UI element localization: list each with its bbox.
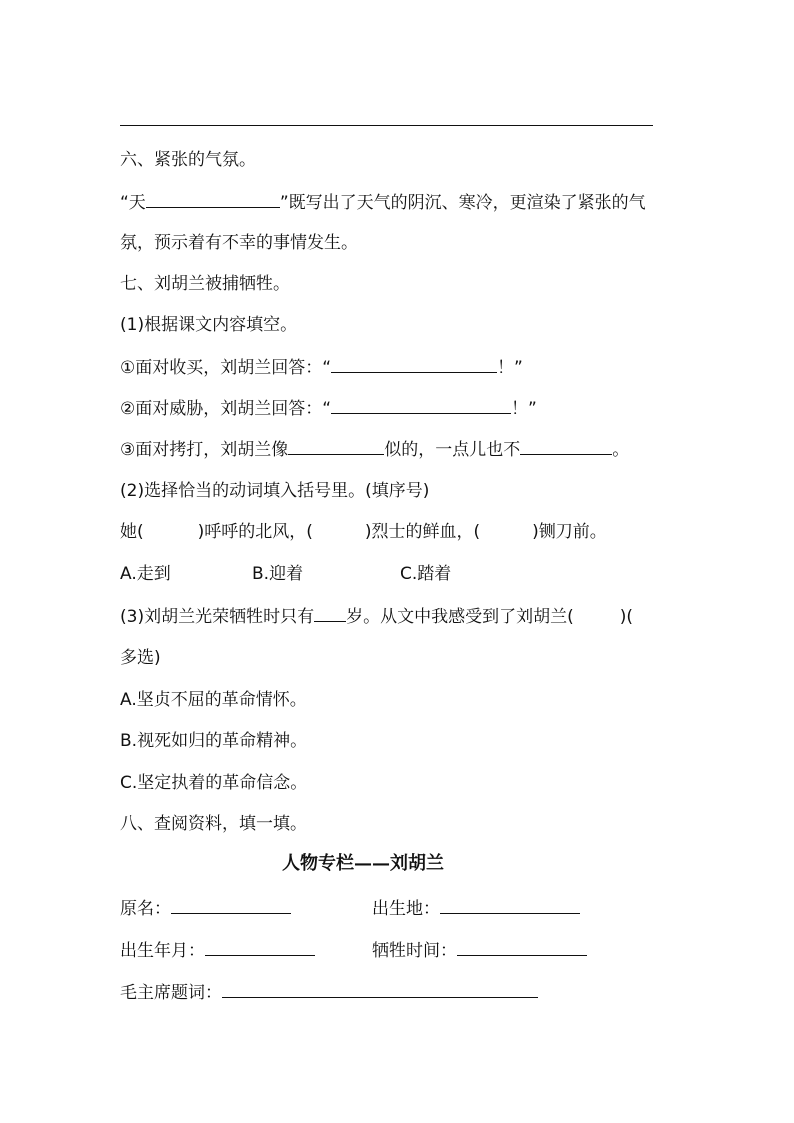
blank-not[interactable] — [520, 437, 612, 455]
q1-title: (1)根据课文内容填空。 — [120, 315, 298, 335]
section-6-line-1 — [120, 190, 646, 215]
q1-item3-text: ③面对拷打，刘胡兰像 — [120, 440, 289, 460]
section-7-title: 七、刘胡兰被捕牺牲。 — [120, 274, 290, 294]
q1-item2-text: ②面对威胁，刘胡兰回答：“ — [120, 399, 332, 419]
blank-sacrifice-time[interactable] — [457, 938, 587, 956]
field-inscription — [120, 980, 538, 1005]
q3-text-start: (3)刘胡兰光荣牺牲时只有 — [120, 607, 315, 627]
q1-item1-text: ①面对收买，刘胡兰回答：“ — [120, 358, 332, 378]
q2-part-d: )铡刀前。 — [532, 522, 607, 542]
label-inscription: 毛主席题词： — [120, 983, 222, 1003]
q3-text-end: )( — [619, 607, 633, 627]
blank-age[interactable] — [314, 604, 346, 622]
blank-original-name[interactable] — [171, 896, 291, 914]
blank-weather[interactable] — [146, 190, 280, 208]
label-original-name: 原名： — [120, 899, 171, 919]
q3-option-c: C.坚定执着的革命信念。 — [120, 773, 308, 793]
q1-item3-mid: 似的，一点儿也不 — [384, 440, 521, 460]
q1-item-1 — [120, 355, 523, 380]
q2-option-c: C.踏着 — [400, 564, 452, 584]
q1-item1-end: ！” — [497, 358, 523, 378]
q1-item3-end: 。 — [612, 440, 630, 460]
q2-option-b: B.迎着 — [252, 564, 304, 584]
q3-line-1 — [120, 604, 633, 629]
q2-sentence — [120, 520, 607, 544]
blank-inscription[interactable] — [222, 980, 538, 998]
q3-option-b: B.视死如归的革命精神。 — [120, 731, 308, 751]
s6-line1-end: ”既写出了天气的阴沉、寒冷，更渲染了紧张的气 — [279, 193, 646, 213]
q2-part-c: )烈士的鲜血，( — [364, 522, 481, 542]
q3-line-2: 多选) — [120, 648, 161, 668]
field-birth-date — [120, 938, 315, 963]
answer-line-top[interactable] — [120, 125, 653, 126]
q2-title: (2)选择恰当的动词填入括号里。(填序号) — [120, 481, 430, 501]
section-8-title: 八、查阅资料，填一填。 — [120, 814, 307, 834]
q2-part-b: )呼呼的北风，( — [197, 522, 313, 542]
blank-birthplace[interactable] — [440, 896, 580, 914]
section-6-title: 六、紧张的气氛。 — [120, 150, 256, 170]
blank-like[interactable] — [288, 437, 384, 455]
profile-card-title: 人物专栏——刘胡兰 — [282, 853, 444, 874]
q1-item2-end: ！” — [511, 399, 537, 419]
label-sacrifice-time: 牺牲时间： — [372, 941, 457, 961]
q1-item-2 — [120, 396, 537, 421]
field-sacrifice-time — [372, 938, 587, 963]
label-birth-date: 出生年月： — [120, 941, 205, 961]
q1-item-3 — [120, 437, 629, 462]
q2-option-a: A.走到 — [120, 564, 171, 584]
section-6-line-2: 氛，预示着有不幸的事情发生。 — [120, 233, 358, 253]
label-birthplace: 出生地： — [372, 899, 440, 919]
blank-birth-date[interactable] — [205, 938, 315, 956]
q3-text-mid: 岁。从文中我感受到了刘胡兰( — [346, 607, 574, 627]
field-original-name — [120, 896, 291, 921]
q3-option-a: A.坚贞不屈的革命情怀。 — [120, 690, 307, 710]
q2-part-a: 她( — [120, 522, 144, 542]
blank-bribe-answer[interactable] — [331, 355, 497, 373]
field-birthplace — [372, 896, 580, 921]
q2-options — [120, 562, 451, 586]
blank-threat-answer[interactable] — [331, 396, 511, 414]
s6-line1-start: “天 — [120, 193, 146, 213]
